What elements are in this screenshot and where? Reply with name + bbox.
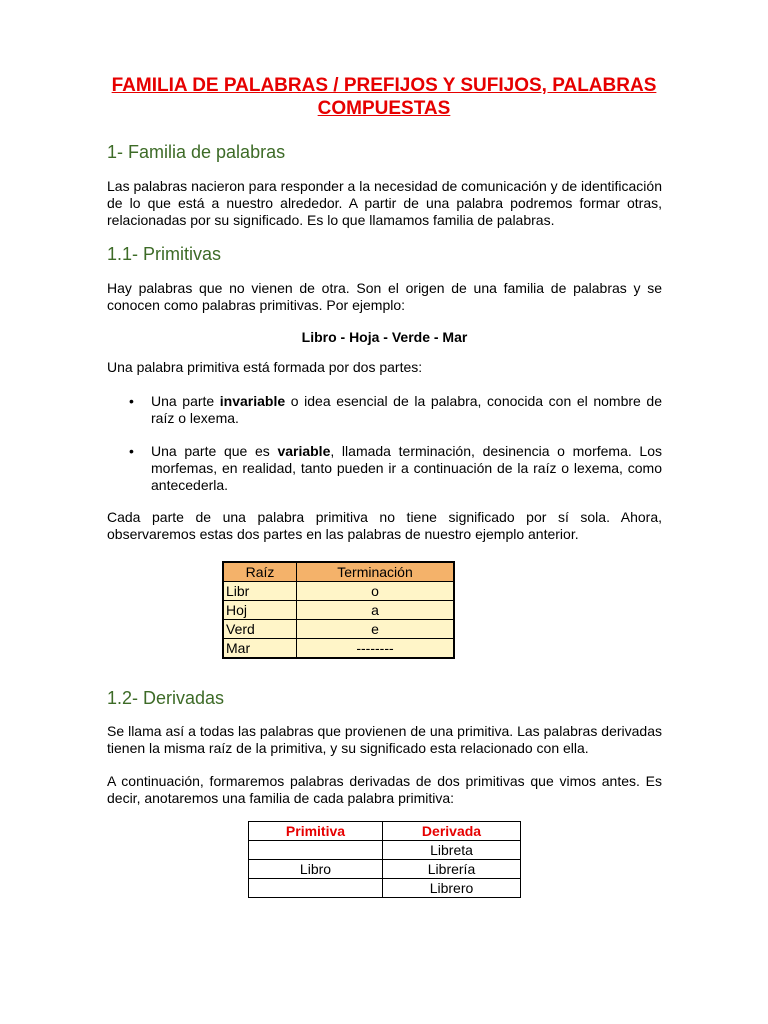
- paragraph-dos-partes: Una palabra primitiva está formada por dos partes:: [107, 359, 423, 375]
- list-item-text: , llamada terminación, desinencia o morfema. Los morfemas, en realidad, tanto pueden ir a continuación de la raíz o lexema, como antecederla.: [151, 443, 663, 493]
- paragraph-primitivas: Hay palabras que no vienen de otra. Son el origen de una familia de palabras y se conocen como palabras primitivas. Por ejemplo:: [107, 280, 662, 313]
- table-row: [249, 841, 521, 860]
- table-cell: e: [297, 620, 455, 639]
- table-cell: [249, 841, 383, 860]
- table-cell: a: [297, 601, 455, 620]
- primitiva-derivada-table: [248, 821, 521, 898]
- table-header-cell: Raíz: [223, 562, 297, 582]
- paragraph-continuacion: A continuación, formaremos palabras derivadas de dos primitivas que vimos antes. Es decir, anotaremos una familia de cada palabra primitiva:: [107, 773, 662, 806]
- paragraph-cada-parte: Cada parte de una palabra primitiva no tiene significado por sí sola. Ahora, observaremos estas dos partes en las palabras de nuestro ejemplo anterior.: [107, 509, 662, 542]
- keyword-invariable: invariable: [219, 393, 286, 409]
- table-cell: Libreta: [383, 841, 521, 860]
- table-header-cell: Derivada: [383, 822, 521, 841]
- table-cell: Librero: [383, 879, 521, 898]
- table-cell: o: [297, 582, 455, 601]
- table-header-row: [223, 562, 454, 582]
- table-cell: Libr: [223, 582, 297, 601]
- table-row: [223, 601, 454, 620]
- table-row: [223, 639, 454, 659]
- paragraph-intro: Las palabras nacieron para responder a la necesidad de comunicación y de identificación de lo que está a nuestro alrededor. A partir de una palabra podremos formar otras, relacionadas por su significado. Es lo que llamamos familia de palabras.: [107, 178, 662, 228]
- list-item-text: o idea esencial de la palabra, conocida con el nombre de raíz o lexema.: [151, 393, 662, 426]
- page-title: FAMILIA DE PALABRAS / PREFIJOS Y SUFIJOS, PALABRAS COMPUESTAS: [111, 75, 657, 119]
- list-item-text: Una parte que es: [151, 443, 278, 459]
- table-cell: Mar: [223, 639, 297, 659]
- examples-line: Libro - Hoja - Verde - Mar: [301, 329, 468, 345]
- table-header-cell: Primitiva: [249, 822, 383, 841]
- list-item-invariable: [151, 393, 662, 427]
- bullet-marker: •: [129, 393, 134, 409]
- table-row: [249, 879, 521, 898]
- table-row: [223, 582, 454, 601]
- table-cell: Hoj: [223, 601, 297, 620]
- bullet-marker: •: [129, 443, 134, 459]
- section-heading-primitivas: 1.1- Primitivas: [107, 244, 222, 264]
- table-cell: [249, 879, 383, 898]
- keyword-variable: variable: [277, 443, 331, 459]
- paragraph-derivadas: Se llama así a todas las palabras que provienen de una primitiva. Las palabras derivadas tienen la misma raíz de la primitiva, y su significado esta relacionado con ella.: [107, 723, 662, 756]
- list-item-variable: [151, 443, 662, 494]
- section-heading-familia: 1- Familia de palabras: [107, 142, 286, 162]
- table-cell: --------: [297, 639, 455, 659]
- table-row: [249, 860, 521, 879]
- table-row: [223, 620, 454, 639]
- section-heading-derivadas: 1.2- Derivadas: [107, 688, 225, 708]
- table-cell: Verd: [223, 620, 297, 639]
- table-cell: Librería: [383, 860, 521, 879]
- raiz-terminacion-table: [222, 561, 455, 659]
- table-header-cell: Terminación: [297, 562, 455, 582]
- table-header-row: [249, 822, 521, 841]
- list-item-text: Una parte: [151, 393, 220, 409]
- table-cell: Libro: [249, 860, 383, 879]
